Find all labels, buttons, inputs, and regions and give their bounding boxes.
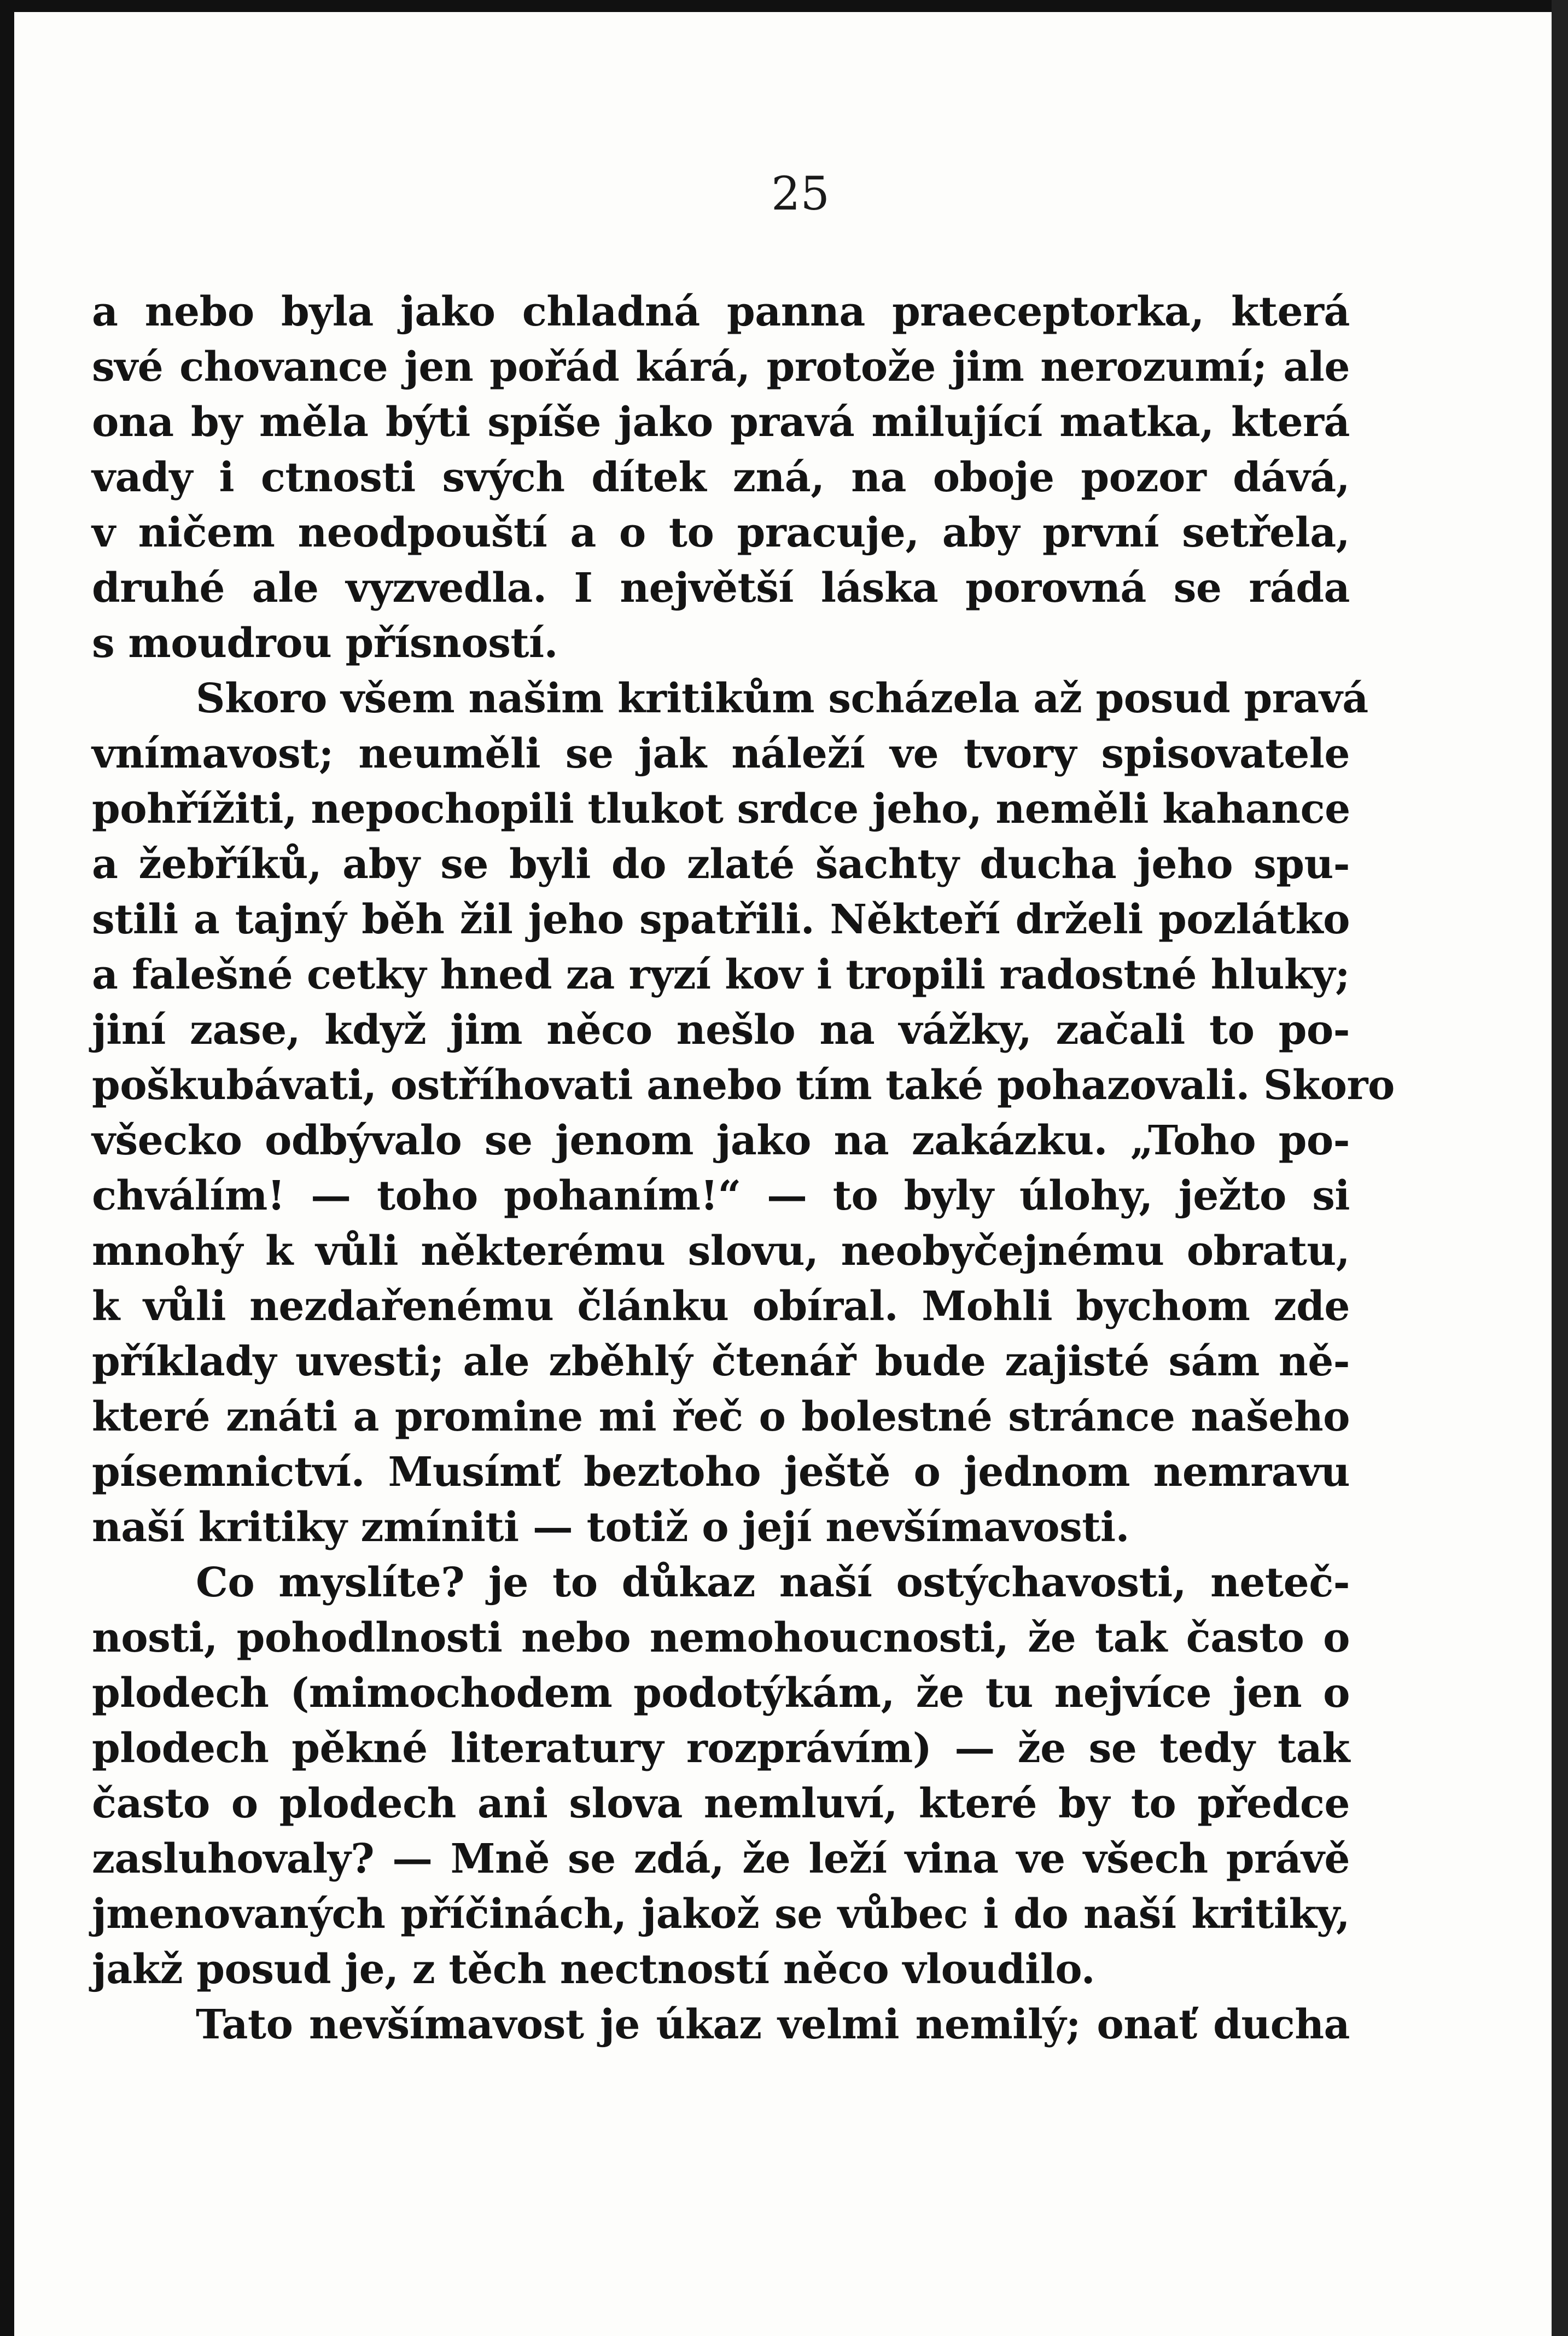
text-line: plodech (mimochodem podotýkám, že tu nejvíce jen o xyxy=(92,1670,1350,1717)
text-line: vnímavost; neuměli se jak náleží ve tvory spisovatele xyxy=(92,730,1350,777)
text-line: chválím! — toho pohaním!“ — to byly úlohy, ježto si xyxy=(92,1172,1350,1219)
text-line: příklady uvesti; ale zběhlý čtenář bude zajisté sám ně- xyxy=(92,1338,1350,1385)
text-line: s moudrou přísností. xyxy=(92,620,558,667)
text-line: plodech pěkné literatury rozprávím) — že se tedy tak xyxy=(92,1725,1350,1772)
text-line: k vůli nezdařenému článku obíral. Mohli bychom zde xyxy=(92,1283,1350,1330)
text-line: stili a tajný běh žil jeho spatřili. Někteří drželi pozlátko xyxy=(92,896,1350,943)
text-line: naší kritiky zmíniti — totiž o její nevšímavosti. xyxy=(92,1504,1129,1551)
scan-border-left xyxy=(0,0,14,2336)
text-line: poškubávati, ostříhovati anebo tím také pohazovali. Skoro xyxy=(92,1062,1395,1109)
text-line: zasluhovaly? — Mně se zdá, že leží vina ve všech právě xyxy=(92,1835,1350,1882)
scan-border-top xyxy=(0,0,1568,12)
text-line: nosti, pohodlnosti nebo nemohoucnosti, že tak často o xyxy=(92,1614,1350,1661)
text-line: ona by měla býti spíše jako pravá milující matka, která xyxy=(92,399,1350,446)
text-line: mnohý k vůli některému slovu, neobyčejnému obratu, xyxy=(92,1228,1350,1275)
text-line: Tato nevšímavost je úkaz velmi nemilý; onať ducha xyxy=(196,2001,1350,2048)
text-line: jakž posud je, z těch nectností něco vloudilo. xyxy=(92,1946,1095,1993)
text-line: a žebříků, aby se byli do zlaté šachty ducha jeho spu- xyxy=(92,841,1350,888)
text-line: vady i ctnosti svých dítek zná, na oboje pozor dává, xyxy=(92,454,1350,501)
text-line: Co myslíte? je to důkaz naší ostýchavosti, neteč- xyxy=(196,1559,1350,1606)
text-line: a nebo byla jako chladná panna praeceptorka, která xyxy=(92,288,1350,335)
text-line: které znáti a promine mi řeč o bolestné stránce našeho xyxy=(92,1393,1350,1440)
text-line: své chovance jen pořád kárá, protože jim nerozumí; ale xyxy=(92,344,1350,391)
page-number: 25 xyxy=(771,167,830,220)
text-line: často o plodech ani slova nemluví, které by to předce xyxy=(92,1780,1350,1827)
text-line: pohřížiti, nepochopili tlukot srdce jeho, neměli kahance xyxy=(92,786,1350,833)
text-line: druhé ale vyzvedla. I největší láska porovná se ráda xyxy=(92,565,1350,612)
text-line: a falešné cetky hned za ryzí kov i tropili radostné hluky; xyxy=(92,951,1350,998)
body-text xyxy=(92,284,1395,2053)
text-line: jmenovaných příčinách, jakož se vůbec i do naší kritiky, xyxy=(92,1891,1350,1938)
text-line: v ničem neodpouští a o to pracuje, aby první setřela, xyxy=(92,509,1350,556)
scan-border-right xyxy=(1552,0,1568,2336)
text-line: všecko odbývalo se jenom jako na zakázku. „Toho po- xyxy=(92,1117,1350,1164)
text-line: písemnictví. Musímť beztoho ještě o jednom nemravu xyxy=(92,1449,1350,1496)
text-line: jiní zase, když jim něco nešlo na vážky, začali to po- xyxy=(92,1007,1350,1054)
text-line: Skoro všem našim kritikům scházela až posud pravá xyxy=(196,675,1368,722)
